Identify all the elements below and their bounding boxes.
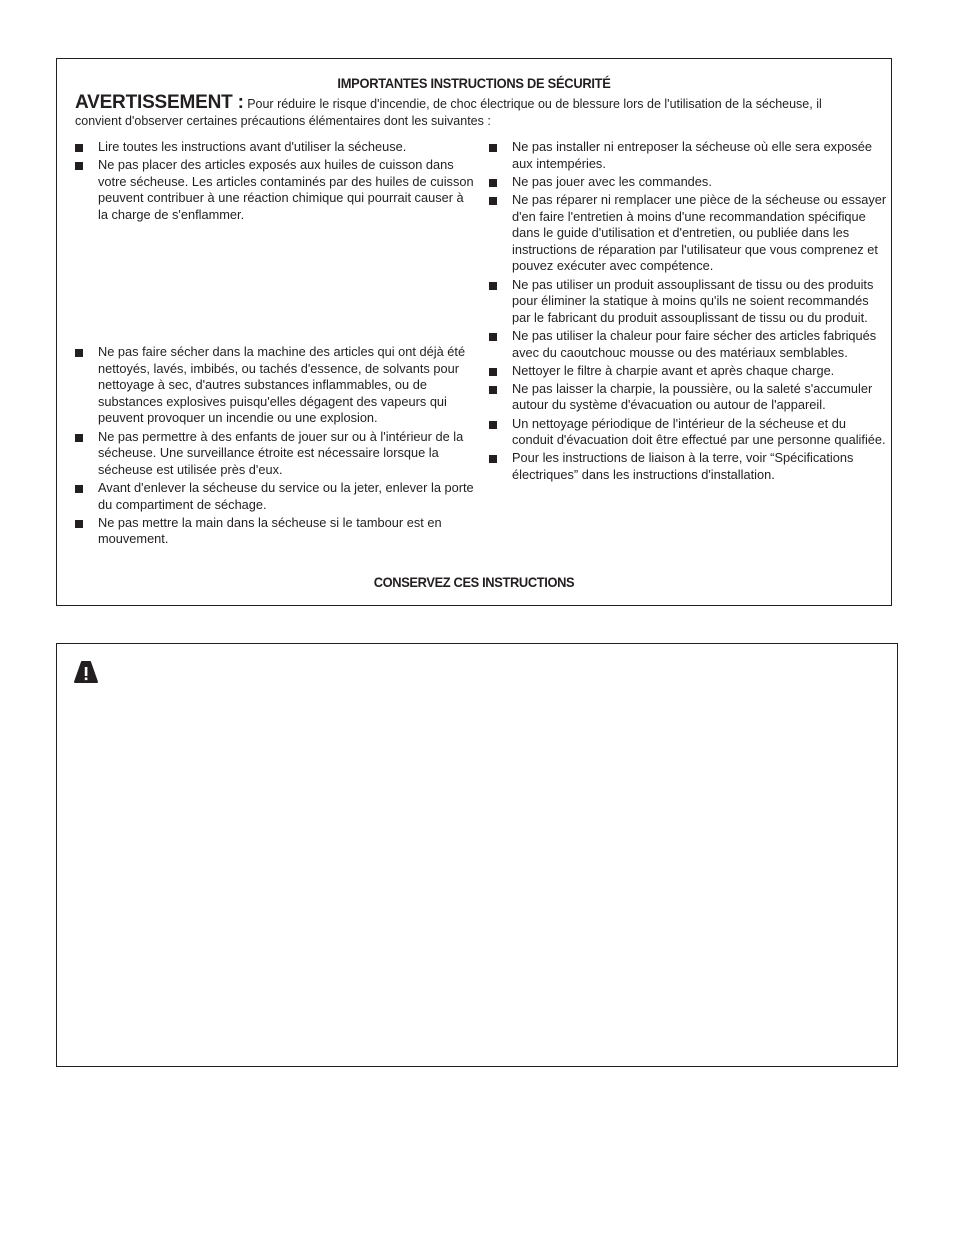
bullet-icon (489, 386, 497, 394)
list-item: Ne pas placer des articles exposés aux huiles de cuisson dans votre sécheuse. Les articles contaminés par des huiles de cuisson peuvent contribuer à une réaction chimique qui pourrait causer à la charge de s'enflammer. (75, 157, 475, 223)
list-item: Ne pas installer ni entreposer la sécheuse où elle sera exposée aux intempéries. (489, 139, 889, 172)
bullet-icon (489, 144, 497, 152)
list-item: Ne pas permettre à des enfants de jouer sur ou à l'intérieur de la sécheuse. Une surveillance étroite est nécessaire lorsque la sécheuse est utilisée près d'eux. (75, 429, 475, 479)
bullet-icon (489, 197, 497, 205)
right-column (489, 139, 889, 485)
bullet-icon (489, 282, 497, 290)
list-item: Un nettoyage périodique de l'intérieur de la sécheuse et du conduit d'évacuation doit être effectué par une personne qualifiée. (489, 416, 889, 449)
warning-intro-text: Pour réduire le risque d'incendie, de choc électrique ou de blessure lors de l'utilisation de la sécheuse, il convient d'observer certaines précautions élémentaires dont les suivantes : (75, 97, 822, 128)
list-item: Ne pas utiliser la chaleur pour faire sécher des articles fabriqués avec du caoutchouc mousse ou des matériaux semblables. (489, 328, 889, 361)
list-item: Ne pas utiliser un produit assouplissant de tissu ou des produits pour éliminer la statique à moins qu'ils ne soient recommandés par le fabricant du produit assouplissant de tissu ou du produit. (489, 277, 889, 327)
list-item: Nettoyer le filtre à charpie avant et après chaque charge. (489, 363, 889, 380)
bullet-icon (75, 162, 83, 170)
safety-title: IMPORTANTES INSTRUCTIONS DE SÉCURITÉ (337, 75, 611, 91)
list-item: Ne pas réparer ni remplacer une pièce de la sécheuse ou essayer d'en faire l'entretien à moins d'une recommandation spécifique dans le guide d'utilisation et d'entretien, ou publiée dans les instructions de réparation par l'utilisateur que vous comprenez et pouvez exécuter avec compétence. (489, 192, 889, 275)
warning-box (56, 643, 898, 1067)
safety-instructions-box (56, 58, 892, 606)
list-item: Ne pas jouer avec les commandes. (489, 174, 889, 191)
warning-label: AVERTISSEMENT : (75, 92, 244, 113)
list-item: Ne pas laisser la charpie, la poussière, ou la saleté s'accumuler autour du système d'évacuation ou autour de l'appareil. (489, 381, 889, 414)
bullet-icon (489, 421, 497, 429)
bullet-icon (75, 520, 83, 528)
save-instructions-footer: CONSERVEZ CES INSTRUCTIONS (373, 574, 575, 590)
warning-triangle-icon (73, 660, 103, 684)
list-item: Avant d'enlever la sécheuse du service ou la jeter, enlever la porte du compartiment de séchage. (75, 480, 475, 513)
list-item: Pour les instructions de liaison à la terre, voir “Spécifications électriques” dans les instructions d'installation. (489, 450, 889, 483)
bullet-icon (489, 455, 497, 463)
bullet-icon (75, 485, 83, 493)
bullet-icon (489, 368, 497, 376)
list-item: Ne pas mettre la main dans la sécheuse si le tambour est en mouvement. (75, 515, 475, 548)
bullet-icon (489, 333, 497, 341)
warning-intro (75, 94, 865, 130)
bullet-icon (75, 349, 83, 357)
bullet-icon (75, 144, 83, 152)
list-item: Lire toutes les instructions avant d'utiliser la sécheuse. (75, 139, 475, 156)
bullet-icon (489, 179, 497, 187)
left-column-top (75, 139, 475, 225)
bullet-icon (75, 434, 83, 442)
list-item: Ne pas faire sécher dans la machine des articles qui ont déjà été nettoyés, lavés, imbibés, ou tachés d'essence, de solvants pour nettoyage à sec, d'autres substances inflammables, ou de substances explosives puisqu'elles dégagent des vapeurs qui peuvent provoquer un incendie ou une explosion. (75, 344, 475, 427)
left-column-bottom (75, 344, 475, 550)
